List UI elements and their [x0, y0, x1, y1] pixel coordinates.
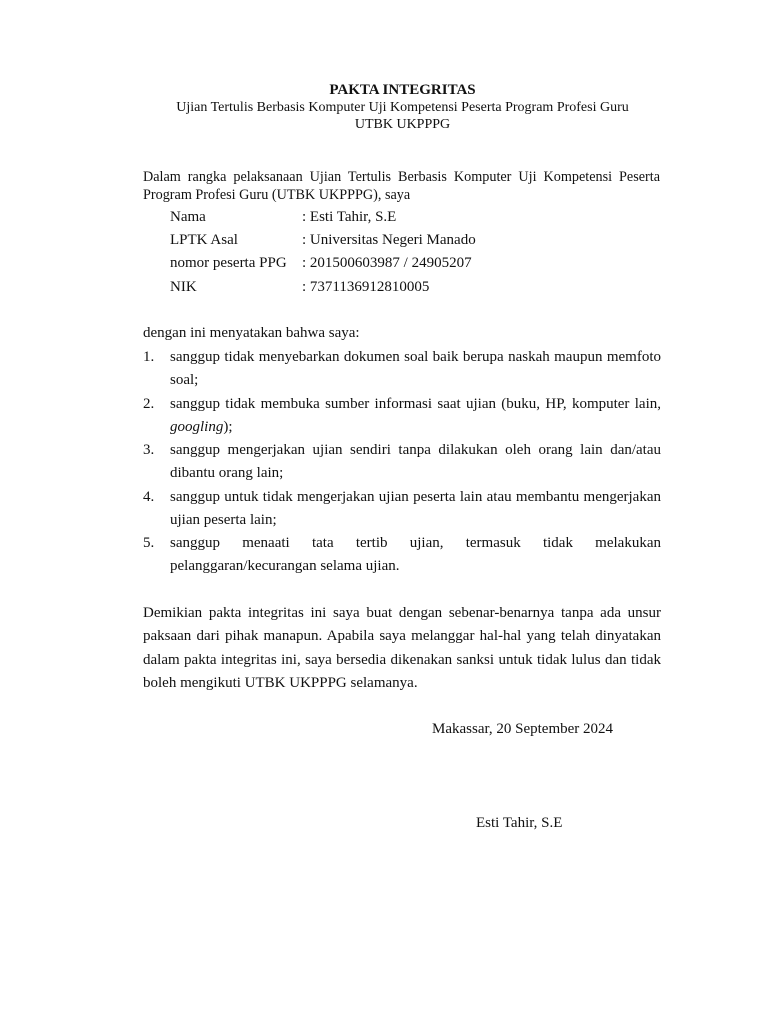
closing-line: Demikian pakta integritas ini saya buat dengan sebenar-benarnya tanpa ada unsur [143, 605, 661, 621]
document-subtitle-line2: UTBK UKPPPG [354, 117, 451, 132]
intro-line2: Program Profesi Guru (UTBK UKPPPG), saya [143, 187, 411, 203]
list-item-number: 1. [143, 349, 155, 365]
list-item-line1: sanggup tidak membuka sumber informasi saat ujian (buku, HP, komputer lain, [170, 396, 661, 412]
list-item-number: 4. [143, 489, 155, 505]
list-item-text [170, 532, 661, 579]
list-item-line2: ujian peserta lain; [170, 512, 277, 529]
document-title: PAKTA INTEGRITAS [329, 82, 476, 98]
declaration-intro: dengan ini menyatakan bahwa saya: [143, 325, 360, 341]
closing-line: paksaan dari pihak manapun. Apabila saya melanggar hal-hal yang telah dinyatakan [143, 628, 661, 645]
list-item-number: 2. [143, 396, 155, 412]
list-item-text [170, 439, 661, 486]
closing-line: dalam pakta integritas ini, saya bersedia dikenakan sanksi untuk tidak lulus dan tidak [143, 651, 661, 668]
field-label: NIK [170, 279, 197, 295]
field-label: Nama [170, 209, 206, 225]
field-label: nomor peserta PPG [170, 255, 287, 271]
place-date: Makassar, 20 September 2024 [432, 721, 614, 737]
document-subtitle-line1: Ujian Tertulis Berbasis Komputer Uji Kompetensi Peserta Program Profesi Guru [176, 100, 629, 115]
list-item-text [170, 393, 661, 440]
list-item-number: 5. [143, 535, 155, 551]
list-item-line2: pelanggaran/kecurangan selama ujian. [170, 558, 400, 575]
signer-name: Esti Tahir, S.E [476, 815, 563, 831]
list-item-line2: dibantu orang lain; [170, 465, 284, 482]
field-value: : Universitas Negeri Manado [302, 232, 476, 248]
list-item-line2-rest: ); [223, 419, 233, 436]
field-label: LPTK Asal [170, 232, 238, 248]
closing-paragraph [143, 602, 661, 695]
list-item-line1: sanggup tidak menyebarkan dokumen soal baik berupa naskah maupun memfoto [170, 349, 661, 365]
list-item-line1: sanggup untuk tidak mengerjakan ujian peserta lain atau membantu mengerjakan [170, 489, 661, 505]
list-item-line2 [170, 416, 661, 439]
field-value: : 7371136912810005 [302, 279, 430, 295]
intro-paragraph [143, 168, 660, 204]
list-item-line1: sanggup mengerjakan ujian sendiri tanpa dilakukan oleh orang lain dan/atau [170, 442, 661, 458]
list-item-line1: sanggup menaati tata tertib ujian, termasuk tidak melakukan [170, 535, 661, 551]
list-item-text [170, 346, 661, 393]
list-item-text [170, 486, 661, 533]
field-value: : 201500603987 / 24905207 [302, 255, 472, 271]
field-value: : Esti Tahir, S.E [302, 209, 397, 225]
intro-line1: Dalam rangka pelaksanaan Ujian Tertulis Berbasis Komputer Uji Kompetensi Peserta [143, 169, 660, 185]
list-item-line2: soal; [170, 372, 199, 389]
closing-line: boleh mengikuti UTBK UKPPPG selamanya. [143, 674, 418, 691]
list-item-italic-term: googling [170, 419, 224, 436]
list-item-number: 3. [143, 442, 155, 458]
